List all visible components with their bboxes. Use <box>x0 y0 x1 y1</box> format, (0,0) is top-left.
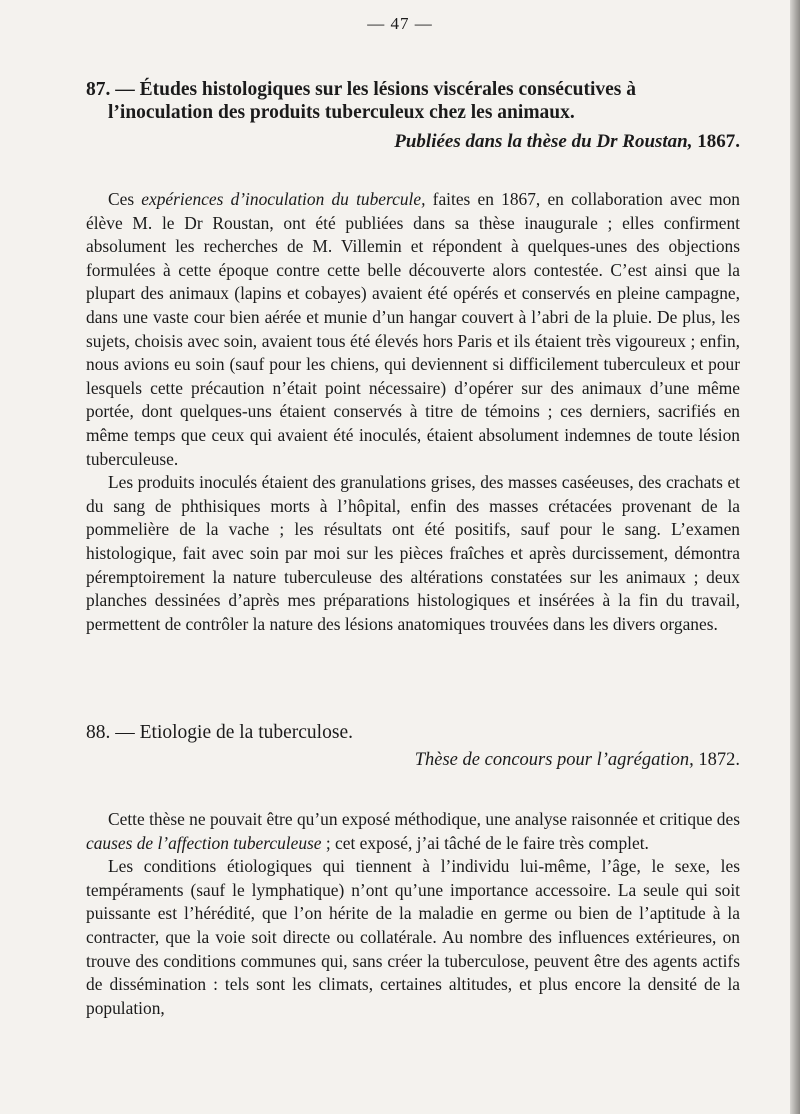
text-run: ; cet exposé, j’ai tâché de le faire très complet. <box>321 832 649 853</box>
text-run-italic: causes de l’affection tuberculeuse <box>86 832 322 853</box>
section-88-publication <box>86 748 740 772</box>
page-number: — 47 — <box>367 14 433 33</box>
section-87-body <box>86 188 740 636</box>
section-88-publication-source: Thèse de concours pour l’agrégation, <box>414 750 694 770</box>
section-87-number: 87. <box>86 79 111 100</box>
text-run: faites en 1867, en collaboration avec mon élève M. le Dr Roustan, ont été publiées dans sa thèse inaugurale ; elles confirment absolument les recherches de M. Villemin et répondent à quelques-unes des objections formulées à cette époque contre cette belle découverte alors contestée. C’est ainsi que la plupart des animaux (lapins et cobayes) avaient été opérés et conservés en pleine campagne, dans une vaste cour bien aérée et munie d’un hangar couvert à l’abri de la pluie. De plus, les sujets, choisis avec soin, avaient tous été élevés hors Paris et ils étaient très vigoureux ; enfin, nous avions eu soin (sauf pour les chiens, qui deviennent si difficilement tuberculeux et pour lesquels cette précaution n’était point nécessaire) d’opérer sur des animaux d’une même portée, dont quelques-uns étaient conservés à titre de témoins ; ces derniers, sacrifiés en même temps que ceux qui avaient été inoculés, étaient absolument indemnes de toute lésion tuberculeuse. <box>86 189 740 469</box>
section-87-publication-source: Publiées dans la thèse du Dr Roustan, <box>394 131 693 152</box>
text-run-italic: expériences d’inoculation du tubercule, <box>141 189 426 209</box>
text-run: Cette thèse ne pouvait être qu’un exposé méthodique, une analyse raisonnée et critique des <box>108 809 740 829</box>
section-88-paragraph-2: Les conditions étiologiques qui tiennent à l’individu lui-même, l’âge, le sexe, les tempéraments (sauf le lymphatique) n’ont qu’une importance accessoire. La seule qui soit puissante est l’hérédité, que l’on hérite de la maladie en germe ou bien de l’aptitude à la contracter, que la voie soit directe ou collatérale. Au nombre des influences extérieures, on trouve des conditions communes qui, sans créer la tuberculose, peuvent être des agents actifs de dissémination : tels sont les climats, certaines altitudes, et plus encore la densité de la population, <box>86 856 740 1018</box>
section-88-title: 88. — Etiologie de la tuberculose. <box>86 722 353 743</box>
section-87-publication <box>86 130 740 154</box>
section-87-paragraph-1 <box>86 188 740 471</box>
section-88-heading <box>86 722 740 772</box>
section-88-paragraph-1 <box>86 808 740 855</box>
page-edge-shadow <box>790 0 800 1114</box>
text-run: Ces <box>108 189 142 209</box>
section-88-publication-year: 1872. <box>698 750 740 770</box>
section-88-body <box>86 808 740 1020</box>
section-87-title-line2: l’inoculation des produits tuberculeux chez les animaux. <box>108 102 575 123</box>
section-87-heading <box>86 78 740 154</box>
section-87-publication-year: 1867. <box>697 131 740 152</box>
section-87-title-line1: — Études histologiques sur les lésions viscérales consécutives à <box>115 79 636 100</box>
section-87-paragraph-2: Les produits inoculés étaient des granulations grises, des masses caséeuses, des crachats et du sang de phthisiques morts à l’hôpital, enfin des masses crétacées provenant de la pommelière de la vache ; les résultats ont été positifs, sauf pour le sang. L’examen histologique, fait avec soin par moi sur les pièces fraîches et après durcissement, démontra péremptoirement la nature tuberculeuse des altérations constatées sur les animaux ; deux planches dessinées d’après mes préparations histologiques et insérées à la fin du travail, permettent de contrôler la nature des lésions anatomiques trouvées dans les divers organes. <box>86 472 740 634</box>
